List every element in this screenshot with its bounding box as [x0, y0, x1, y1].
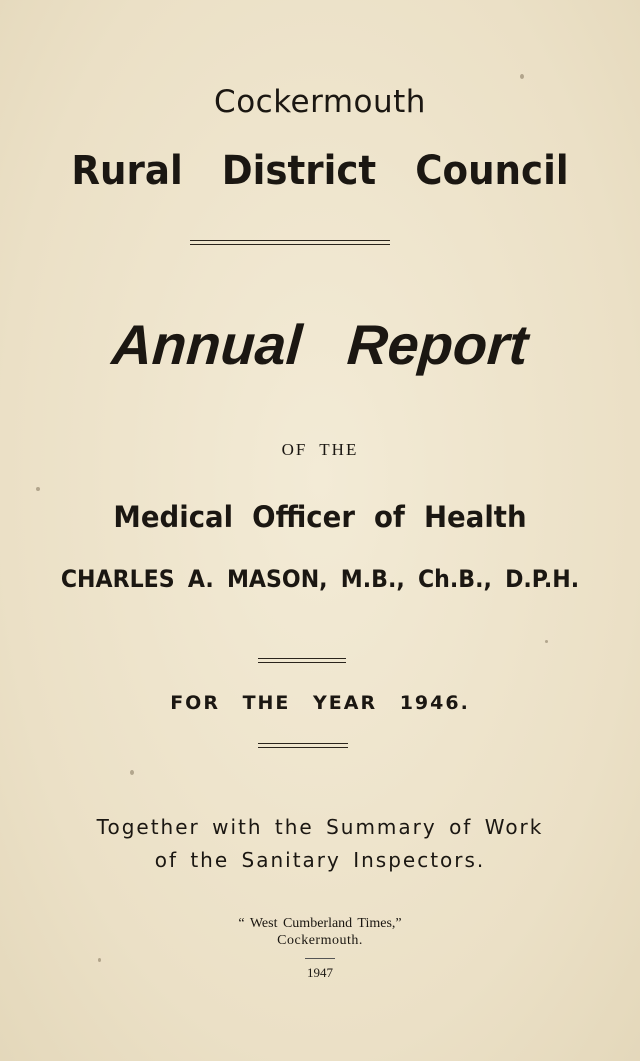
publication-year: 1947 — [307, 965, 333, 980]
report-title: Annual Report — [109, 313, 531, 376]
paper-speck — [130, 770, 134, 775]
paper-speck — [98, 958, 101, 962]
divider-rule — [305, 958, 335, 959]
summary-line-2: of the Sanitary Inspectors. — [154, 848, 486, 872]
paper-speck — [520, 74, 524, 79]
of-the-text: OF THE — [281, 440, 359, 459]
divider-rule — [258, 743, 348, 748]
paper-speck — [36, 487, 40, 491]
summary-line-1: Together with the Summary of Work — [96, 815, 544, 839]
report-year: FOR THE YEAR 1946. — [170, 692, 470, 714]
officer-name: CHARLES A. MASON, M.B., Ch.B., D.P.H. — [60, 565, 580, 593]
divider-rule — [190, 240, 390, 245]
paper-speck — [545, 640, 548, 643]
town-name: Cockermouth — [214, 84, 426, 120]
office-title: Medical Officer of Health — [113, 500, 527, 534]
printer-location: Cockermouth. — [277, 933, 363, 948]
printer-name: “ West Cumberland Times,” — [238, 916, 402, 931]
divider-rule — [258, 658, 346, 663]
council-name: Rural District Council — [71, 148, 569, 194]
